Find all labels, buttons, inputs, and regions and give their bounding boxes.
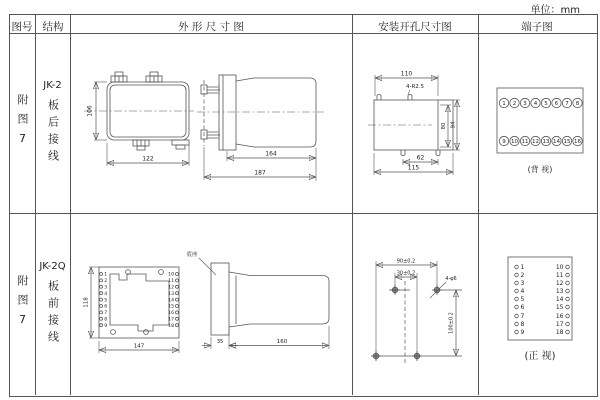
svg-text:11: 11: [168, 279, 174, 285]
jk2-cutout-dim-outer-h: 94: [450, 121, 457, 129]
svg-text:9: 9: [520, 329, 525, 337]
row2-model-label: JK-2Q: [39, 261, 66, 272]
svg-text:12: 12: [532, 139, 539, 145]
svg-text:6: 6: [520, 304, 525, 312]
jk2-bottom-stud-left: [133, 140, 149, 150]
unit-label: 单位：mm: [530, 5, 580, 16]
row1-fig-cell: [9, 33, 35, 213]
svg-text:3: 3: [520, 280, 525, 288]
svg-text:11: 11: [555, 272, 564, 280]
svg-text:8: 8: [104, 317, 108, 323]
row2-structure-cell: [35, 213, 70, 396]
jk2-terminal-diagram: [478, 33, 597, 213]
jk2-top-stud-right: [146, 72, 162, 82]
svg-text:2: 2: [520, 272, 525, 280]
svg-text:15: 15: [563, 139, 571, 145]
jk2q-dim-width: 147: [133, 343, 145, 350]
header-fig-no: 图号: [11, 21, 33, 33]
svg-text:4: 4: [533, 101, 538, 107]
svg-text:11: 11: [521, 139, 529, 145]
row2-fig-cell: [9, 213, 35, 396]
jk2-cutout-slot-label: 4-R2.5: [405, 84, 425, 90]
svg-text:7: 7: [104, 311, 108, 317]
svg-text:18: 18: [555, 329, 564, 337]
jk2q-hole-dim-w2: 30±0.2: [396, 270, 416, 277]
svg-text:16: 16: [168, 311, 174, 317]
jk2q-dim-body-depth: 160: [276, 339, 288, 345]
slot-bottom-left: [401, 150, 405, 156]
svg-text:10: 10: [511, 139, 518, 145]
svg-text:3: 3: [104, 285, 108, 291]
svg-text:9: 9: [502, 139, 506, 145]
svg-text:13: 13: [542, 139, 550, 145]
svg-text:4: 4: [520, 288, 525, 296]
jk2q-plate-terminals-right: [168, 272, 178, 329]
jk2q-terminal-col-left: [515, 264, 525, 336]
jk2-front-view: [84, 72, 194, 166]
row1-model-label: JK-2: [43, 79, 62, 91]
svg-text:5: 5: [544, 101, 548, 107]
jk2q-mounting-drawing: [352, 213, 478, 396]
svg-text:17: 17: [168, 317, 174, 323]
svg-text:12: 12: [168, 285, 174, 291]
jk2-cutout-dim-slot-w: 62: [416, 154, 425, 162]
jk2q-dim-height: 118: [83, 297, 90, 308]
svg-text:2: 2: [512, 101, 517, 107]
jk2-terminal-row-bottom: [499, 136, 582, 145]
jk2q-dim-base-depth: 35: [216, 339, 224, 345]
jk2-cutout-dim-bottom: 115: [407, 164, 420, 172]
row1-structure-cell: [35, 33, 70, 213]
svg-text:8: 8: [520, 321, 525, 329]
svg-text:18: 18: [168, 323, 174, 329]
svg-text:10: 10: [168, 272, 174, 278]
header-structure: 结构: [42, 21, 64, 33]
jk2-side-view: [197, 75, 324, 181]
jk2q-view-label: (正 视): [524, 351, 556, 362]
jk2q-hole-count-label: 4-φ6: [445, 276, 457, 282]
jk2-dim-depth-total: 187: [254, 169, 266, 177]
svg-text:14: 14: [168, 298, 174, 304]
jk2-top-stud-left: [111, 72, 127, 82]
jk2-cutout-dim-top: 110: [400, 70, 413, 78]
svg-text:10: 10: [555, 264, 564, 272]
svg-text:1: 1: [104, 272, 108, 278]
row2-wiring-label: 板前接线: [46, 280, 60, 348]
svg-text:9: 9: [104, 323, 108, 329]
jk2q-front-view: [84, 267, 180, 353]
svg-text:8: 8: [575, 101, 580, 107]
svg-text:2: 2: [104, 279, 108, 285]
svg-text:16: 16: [574, 139, 581, 145]
jk2q-hole-dim-h: 100±0.2: [448, 312, 455, 334]
header-outline: 外 形 尺 寸 图: [178, 21, 244, 33]
header-mounting: 安装开孔尺寸图: [378, 21, 452, 33]
svg-text:17: 17: [555, 321, 564, 329]
svg-text:14: 14: [553, 139, 560, 145]
slot-top-left: [377, 94, 381, 100]
svg-text:13: 13: [168, 291, 174, 297]
slot-bottom-right: [436, 150, 440, 156]
jk2-bottom-stud-right: [172, 140, 189, 149]
jk2-dim-depth-inner: 164: [265, 150, 277, 158]
svg-text:3: 3: [523, 101, 527, 107]
svg-text:1: 1: [502, 101, 506, 107]
row1-fig-label: 附图7: [16, 93, 29, 153]
svg-text:4: 4: [104, 291, 108, 297]
svg-text:1: 1: [520, 264, 525, 272]
row1-wiring-label: 板后接线: [46, 98, 60, 167]
header-terminal: 端子图: [521, 21, 553, 33]
slot-top-center: [408, 94, 412, 100]
svg-text:7: 7: [565, 101, 569, 107]
jk2q-terminal-diagram: [478, 213, 597, 396]
jk2-mounting-drawing: [352, 33, 478, 213]
svg-text:5: 5: [104, 298, 108, 304]
row2-fig-label: 附图7: [16, 275, 29, 334]
svg-text:6: 6: [554, 101, 559, 107]
jk2-terminal-row-top: [499, 98, 582, 107]
jk2-view-label: (背 视): [527, 165, 553, 174]
jk2q-cutout-shape: [110, 274, 169, 331]
jk2q-outline-drawing: [70, 213, 352, 396]
jk2q-hole-dim-w1: 90±0.2: [396, 258, 416, 265]
svg-text:15: 15: [168, 304, 174, 310]
jk2q-plate-terminals-left: [100, 272, 108, 329]
svg-text:13: 13: [555, 288, 564, 296]
svg-text:16: 16: [555, 313, 564, 321]
svg-text:7: 7: [520, 313, 525, 321]
jk2q-base-label: 底座: [186, 252, 198, 258]
svg-text:6: 6: [104, 304, 108, 310]
svg-text:12: 12: [555, 280, 564, 288]
jk2-dim-height: 106: [86, 105, 94, 117]
svg-text:15: 15: [555, 304, 564, 312]
jk2q-side-view: [186, 250, 329, 349]
svg-text:5: 5: [520, 296, 525, 304]
jk2-dim-width: 122: [142, 155, 154, 163]
jk2-cutout-dim-inner-h: 80: [441, 122, 447, 130]
jk2q-terminal-col-right: [556, 264, 569, 336]
svg-text:14: 14: [555, 296, 564, 304]
jk2-outline-drawing: [70, 33, 352, 213]
